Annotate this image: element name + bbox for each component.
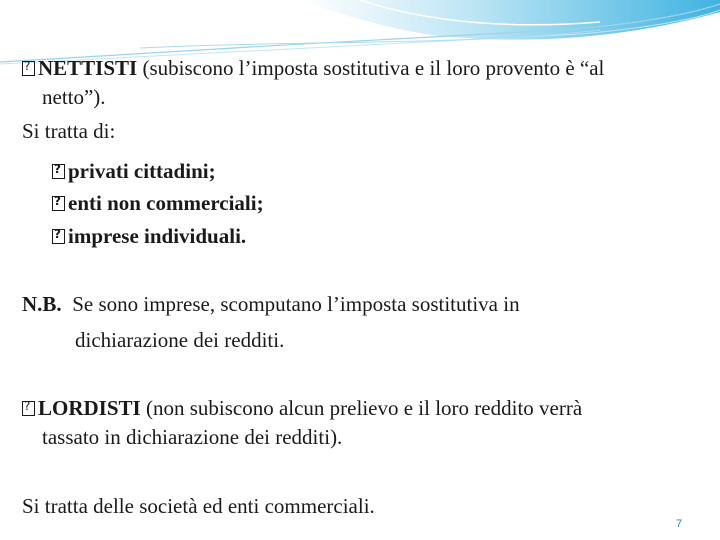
bullet-icon: [52, 164, 65, 179]
nb-text: Se sono imprese, scomputano l’imposta sostitutiva in: [72, 292, 520, 316]
tratta-di-label: Si tratta di:: [22, 119, 116, 143]
nettisti-description: (subiscono l’imposta sostitutiva e il loro provento è “al: [137, 56, 605, 80]
bullet-icon: [52, 229, 65, 244]
lordisti-line-2: tassato in dichiarazione dei redditi).: [42, 425, 343, 449]
lordisti-description: (non subiscono alcun prelievo e il loro reddito verrà: [140, 396, 583, 420]
nettisti-line-2: netto”).: [42, 85, 106, 109]
nettisti-heading: NETTISTI: [38, 56, 138, 80]
list-item-text: enti non commerciali;: [68, 191, 264, 215]
final-statement: Si tratta delle società ed enti commerciali.: [22, 494, 375, 518]
page-number: 7: [676, 518, 683, 530]
bullet-icon: [22, 401, 35, 416]
nb-label: N.B.: [22, 292, 62, 316]
nettisti-line: [22, 54, 604, 83]
list-item: [52, 189, 264, 218]
nb-line-2: dichiarazione dei redditi.: [75, 328, 285, 352]
nb-line: [22, 290, 520, 319]
list-item-text: imprese individuali.: [68, 224, 247, 248]
list-item-text: privati cittadini;: [68, 159, 216, 183]
lordisti-line: [22, 394, 582, 423]
list-item: [52, 222, 246, 251]
bullet-icon: [22, 61, 35, 76]
lordisti-heading: LORDISTI: [38, 396, 141, 420]
list-item: [52, 157, 216, 186]
bullet-icon: [52, 196, 65, 211]
